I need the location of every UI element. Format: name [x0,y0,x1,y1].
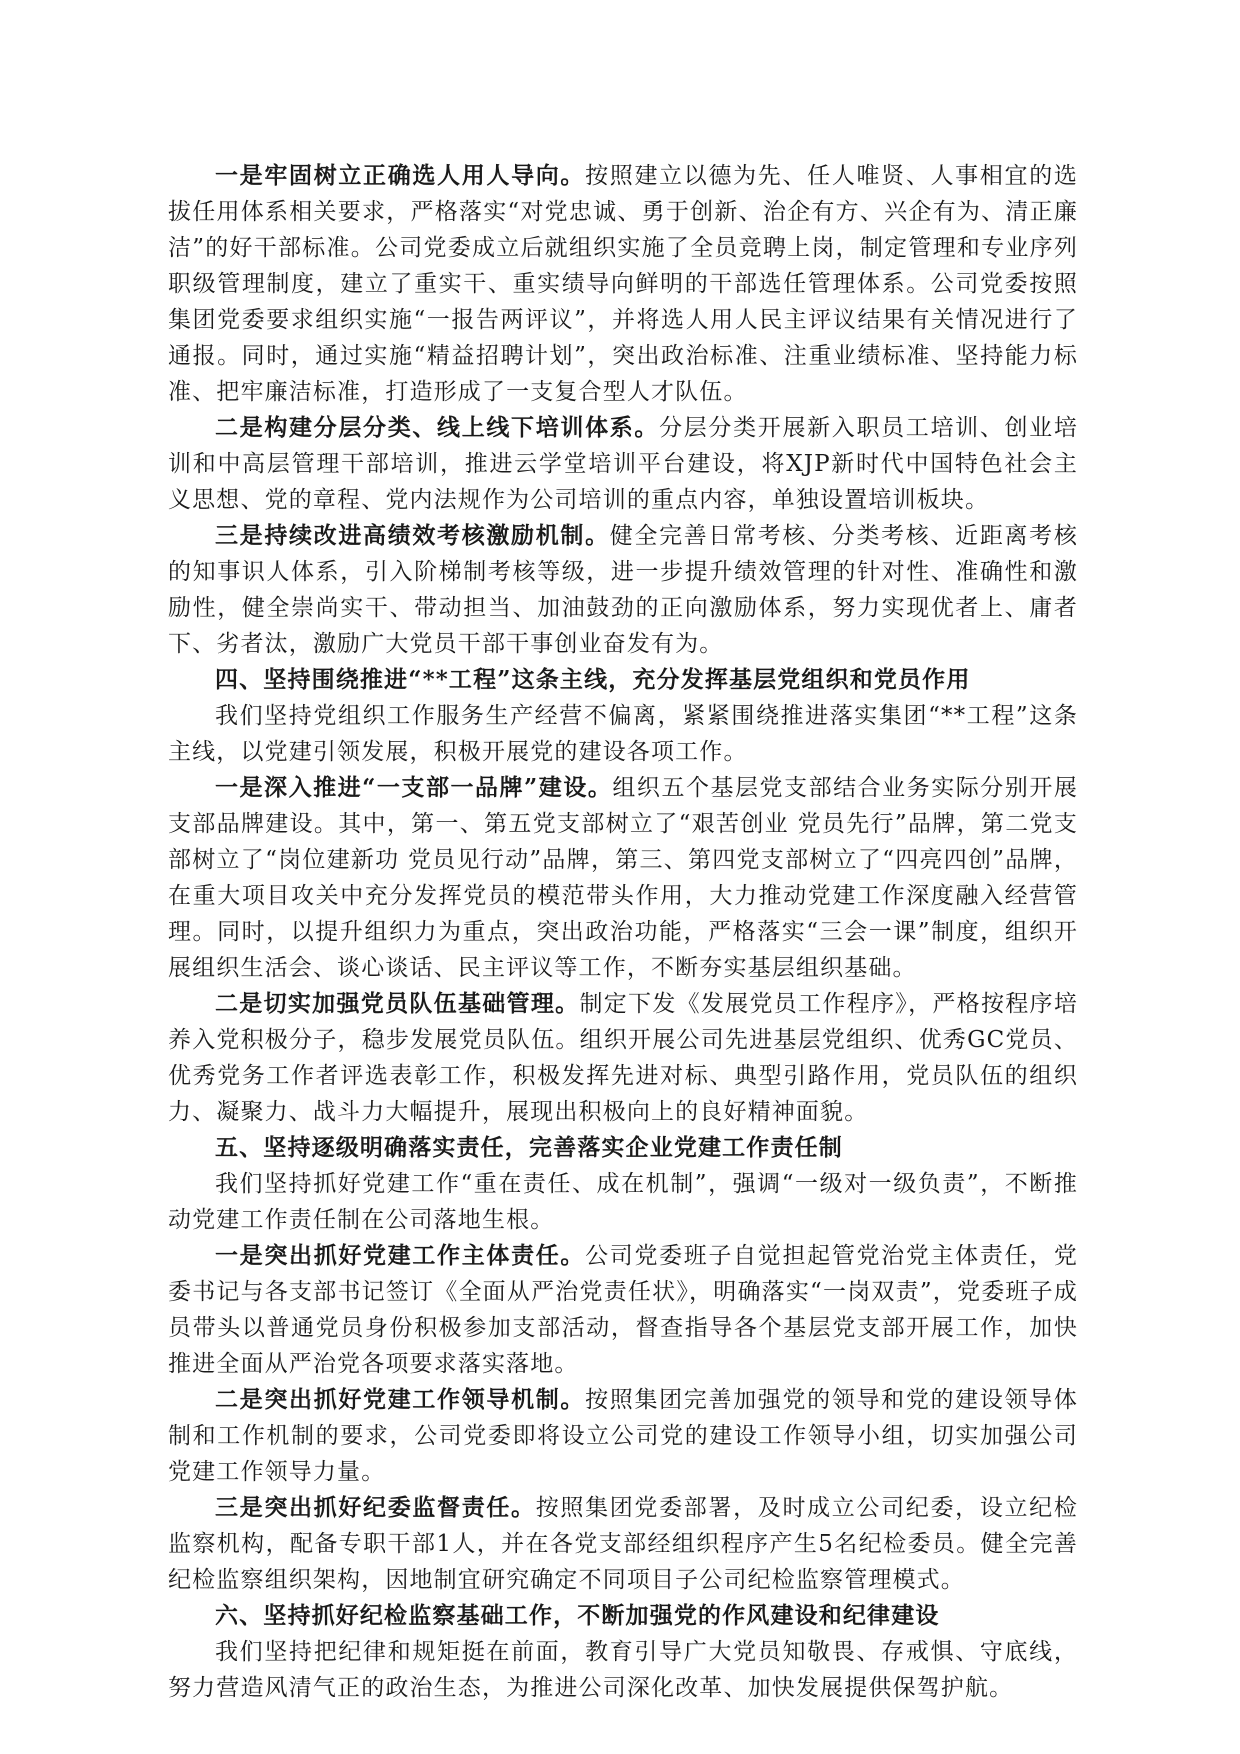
paragraph-text: 健全完善日常考核、分类考核、近距离考核的知事识人体系，引入阶梯制考核等级，进一步提升绩效管理的针对性、准确性和激励性，健全崇尚实干、带动担当、加油鼓劲的正向激励体系，努力实现优者上、庸者下、劣者汰，激励广大党员干部干事创业奋发有为。 [168,523,1078,657]
paragraph-branch-brand [168,770,1078,986]
paragraph-text: 分层分类开展新入职员工培训、创业培训和中高层管理干部培训，推进云学堂培训平台建设，将XJP新时代中国特色社会主义思想、党的章程、党内法规作为公司培训的重点内容，单独设置培训板块。 [168,415,1078,513]
paragraph-lead: 二是构建分层分类、线上线下培训体系。 [215,414,660,441]
paragraph-lead: 一是深入推进“一支部一品牌”建设。 [215,774,613,801]
paragraph-text: 组织五个基层党支部结合业务实际分别开展支部品牌建设。其中，第一、第五党支部树立了“艰苦创业 党员先行”品牌，第二党支部树立了“岗位建新功 党员见行动”品牌，第三、第四党支部树立了“四亮四创”品牌，在重大项目攻关中充分发挥党员的模范带头作用，大力推动党建工作深度融入经营管理。同时，以提升组织力为重点，突出政治功能，严格落实“三会一课”制度，组织开展组织生活会、谈心谈话、民主评议等工作，不断夯实基层组织基础。 [168,775,1078,981]
section-heading-six: 六、坚持抓好纪检监察基础工作，不断加强党的作风建设和纪律建设 [215,1602,940,1629]
paragraph-text: 我们坚持把纪律和规矩挺在前面，教育引导广大党员知敬畏、存戒惧、守底线，努力营造风清气正的政治生态，为推进公司深化改革、加快发展提供保驾护航。 [168,1639,1078,1701]
paragraph-lead: 一是突出抓好党建工作主体责任。 [215,1242,586,1269]
paragraph-training-system [168,410,1078,518]
paragraph-text: 公司党委班子自觉担起管党治党主体责任，党委书记与各支部书记签订《全面从严治党责任状》，明确落实“一岗双责”，党委班子成员带头以普通党员身份积极参加支部活动，督查指导各个基层党支部开展工作，加快推进全面从严治党各项要求落实落地。 [168,1243,1079,1377]
section-heading-five: 五、坚持逐级明确落实责任，完善落实企业党建工作责任制 [215,1134,843,1161]
paragraph-member-management [168,986,1078,1130]
paragraph-lead: 二是突出抓好党建工作领导机制。 [215,1386,586,1413]
paragraph-text: 制定下发《发展党员工作程序》，严格按程序培养入党积极分子，稳步发展党员队伍。组织开展公司先进基层党组织、优秀GC党员、优秀党务工作者评选表彰工作，积极发挥先进对标、典型引路作用，党员队伍的组织力、凝聚力、战斗力大幅提升，展现出积极向上的良好精神面貌。 [168,991,1078,1125]
paragraph-text: 按照集团党委部署，及时成立公司纪委，设立纪检监察机构，配备专职干部1人，并在各党支部经组织程序产生5名纪检委员。健全完善纪检监察组织架构，因地制宜研究确定不同项目子公司纪检监察管理模式。 [168,1495,1078,1593]
paragraph-text: 按照集团完善加强党的领导和党的建设领导体制和工作机制的要求，公司党委即将设立公司党的建设工作领导小组，切实加强公司党建工作领导力量。 [168,1387,1079,1485]
paragraph-leadership-mechanism [168,1382,1078,1490]
paragraph-lead: 二是切实加强党员队伍基础管理。 [215,990,580,1017]
section-heading-four: 四、坚持围绕推进“**工程”这条主线，充分发挥基层党组织和党员作用 [215,666,971,693]
paragraph-text: 我们坚持党组织工作服务生产经营不偏离，紧紧围绕推进落实集团“**工程”这条主线，以党建引领发展，积极开展党的建设各项工作。 [168,703,1078,765]
paragraph-assessment-incentive [168,518,1078,662]
paragraph-lead: 三是持续改进高绩效考核激励机制。 [215,522,610,549]
paragraph-lead: 一是牢固树立正确选人用人导向。 [215,162,586,189]
paragraph-section-five-intro [168,1166,1078,1238]
paragraph-main-responsibility [168,1238,1078,1382]
paragraph-section-four-intro [168,698,1078,770]
paragraph-lead: 三是突出抓好纪委监督责任。 [215,1494,536,1521]
paragraph-text: 按照建立以德为先、任人唯贤、人事相宜的选拔任用体系相关要求，严格落实“对党忠诚、勇于创新、治企有方、兴企有为、清正廉洁”的好干部标准。公司党委成立后就组织实施了全员竞聘上岗，制定管理和专业序列职级管理制度，建立了重实干、重实绩导向鲜明的干部选任管理体系。公司党委按照集团党委要求组织实施“一报告两评议”，并将选人用人民主评议结果有关情况进行了通报。同时，通过实施“精益招聘计划”，突出政治标准、注重业绩标准、坚持能力标准、把牢廉洁标准，打造形成了一支复合型人才队伍。 [168,163,1079,405]
paragraph-discipline-supervision [168,1490,1078,1598]
document-body [168,158,1078,1706]
paragraph-text: 我们坚持抓好党建工作“重在责任、成在机制”，强调“一级对一级负责”，不断推动党建工作责任制在公司落地生根。 [168,1171,1078,1233]
paragraph-selection-orientation [168,158,1078,410]
paragraph-section-six-intro [168,1634,1078,1706]
